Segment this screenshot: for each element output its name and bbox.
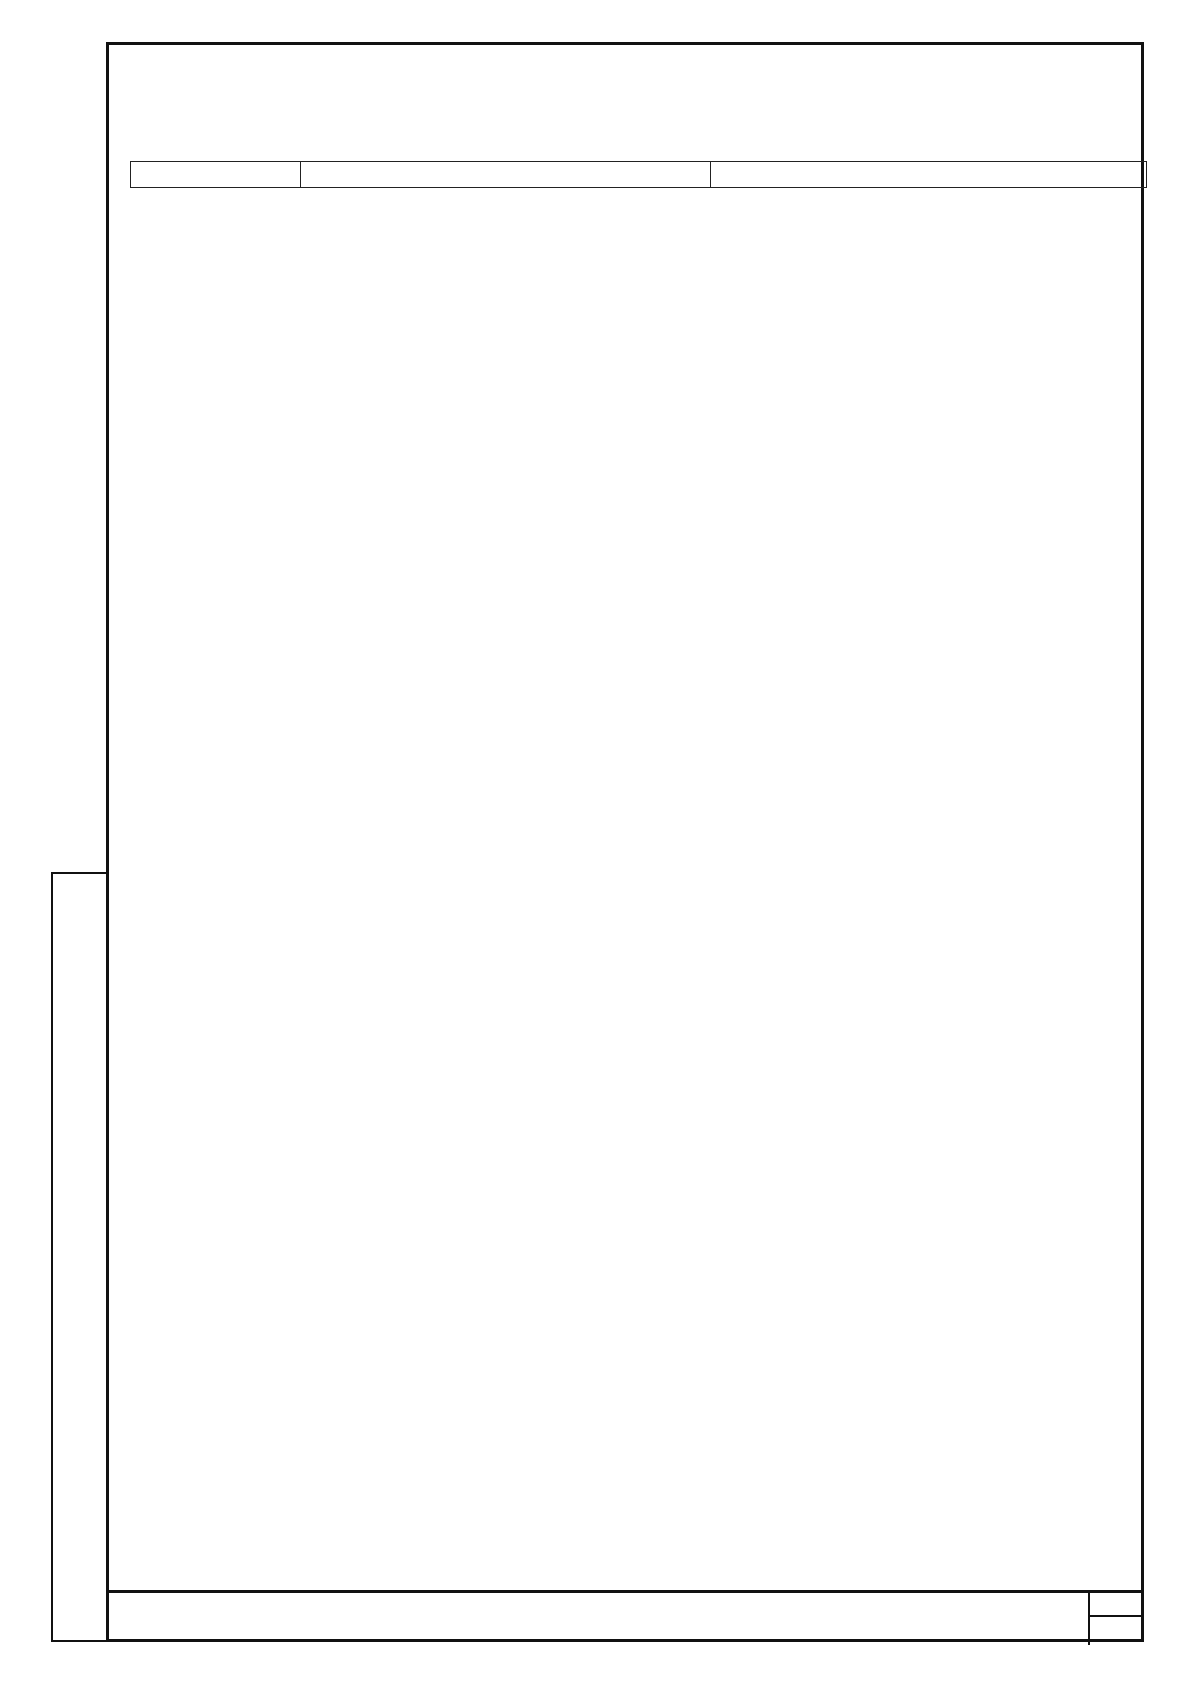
coordinates-table — [130, 161, 1147, 188]
table-header-row — [131, 162, 1147, 188]
title-block — [106, 1590, 1144, 1642]
header-y — [711, 162, 1147, 188]
header-number — [131, 162, 301, 188]
sheet-box — [1088, 1593, 1144, 1645]
page-frame — [106, 42, 1144, 1642]
sheet-separator — [1090, 1615, 1144, 1617]
header-x — [301, 162, 711, 188]
side-stamp — [51, 872, 106, 1642]
